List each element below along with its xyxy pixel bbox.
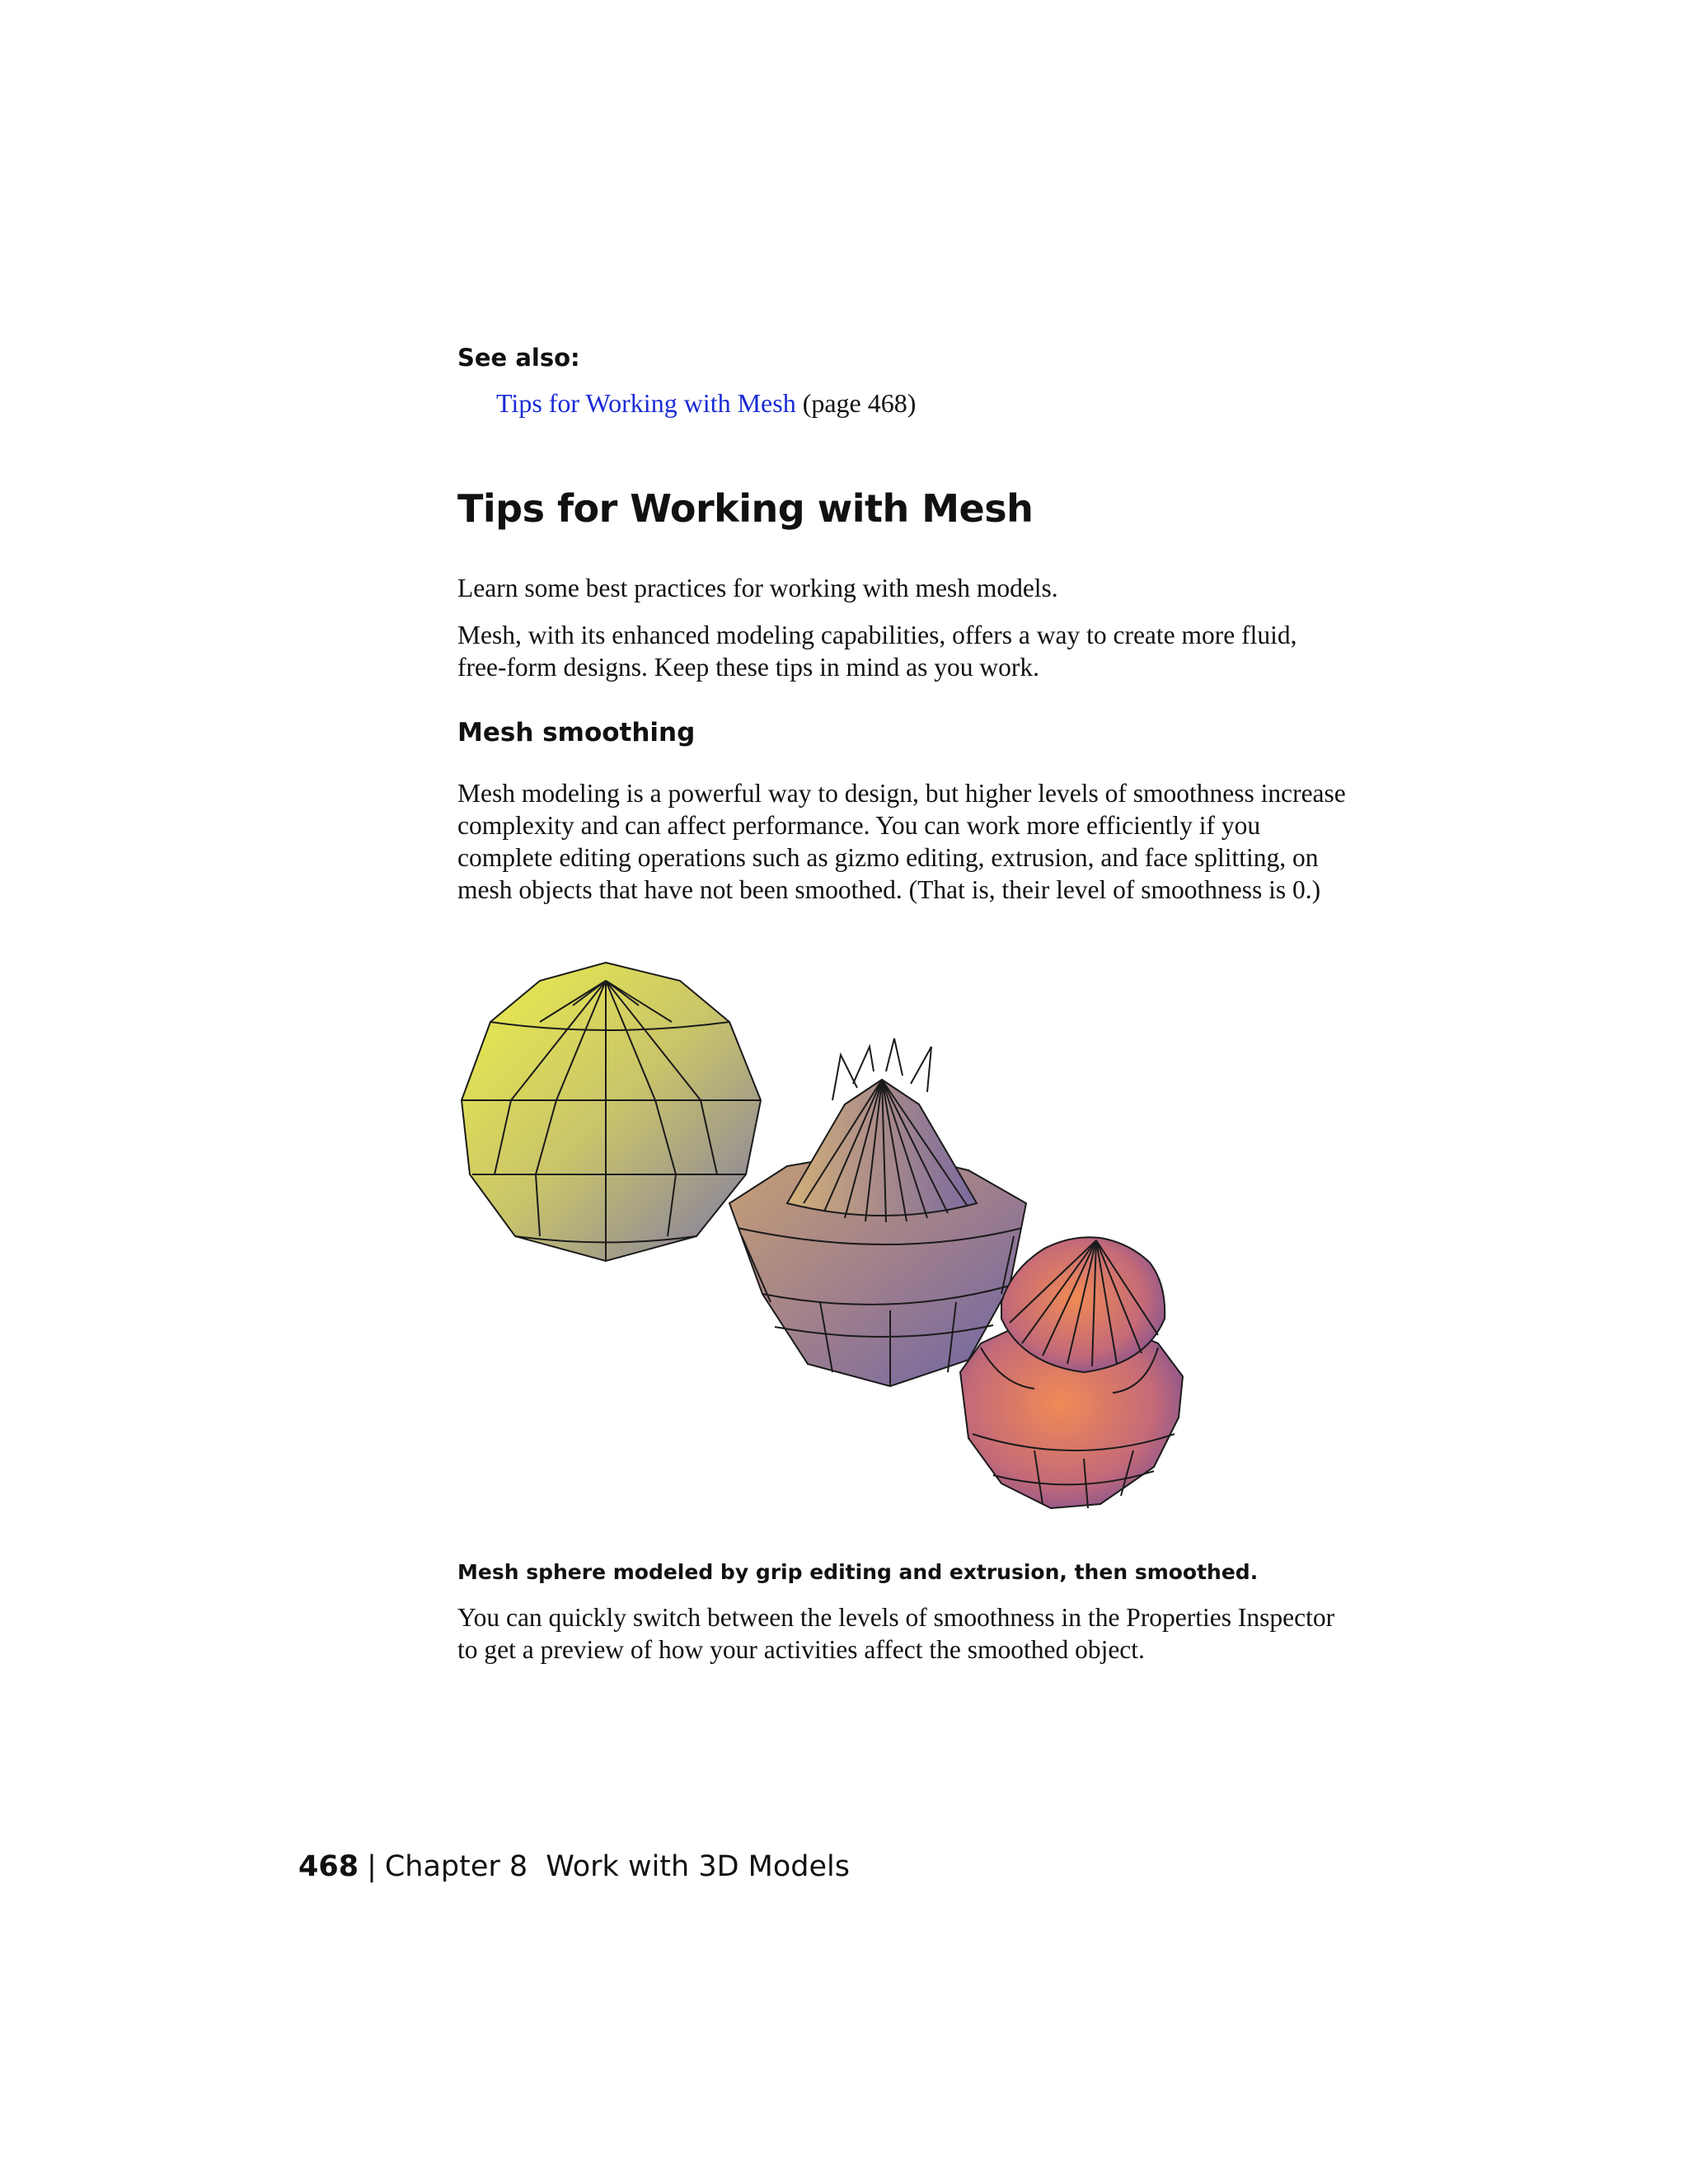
- capabilities-paragraph: Mesh, with its enhanced modeling capabilities, offers a way to create more fluid, free-form designs. Keep these tips in mind as you work.: [457, 621, 1297, 682]
- see-also-entry: [496, 388, 916, 419]
- properties-inspector-paragraph: You can quickly switch between the levels of smoothness in the Properties Inspector to get a preview of how your activities affect the smoothed object.: [457, 1603, 1335, 1664]
- section-title: Tips for Working with Mesh: [457, 486, 1034, 531]
- intro-paragraph: Learn some best practices for working with mesh models.: [457, 574, 1058, 602]
- chapter-title: Work with 3D Models: [546, 1850, 850, 1883]
- see-also-label: See also:: [457, 344, 580, 372]
- mesh-figure: [457, 956, 1240, 1549]
- tips-for-working-with-mesh-link[interactable]: Tips for Working with Mesh: [496, 388, 796, 418]
- figure-caption: Mesh sphere modeled by grip editing and extrusion, then smoothed.: [457, 1560, 1259, 1584]
- page-number: 468: [298, 1850, 359, 1883]
- see-also-page-ref: (page 468): [802, 388, 917, 418]
- extruded-mesh-sphere: [729, 1038, 1026, 1386]
- chapter-label: Chapter 8: [384, 1850, 528, 1883]
- mesh-smoothing-paragraph: Mesh modeling is a powerful way to design, but higher levels of smoothness increase complexity and can affect performance. You can work more efficiently if you complete editing operations such as gizmo editing, extrusion, and face splitting, on mesh objects that have not been smoothed. (That is, their level of smoothness is 0.): [457, 779, 1346, 904]
- footer-separator: |: [367, 1850, 377, 1883]
- mesh-smoothing-subheading: Mesh smoothing: [457, 718, 696, 748]
- page-footer: [298, 1850, 850, 1883]
- mesh-sphere: [462, 963, 761, 1261]
